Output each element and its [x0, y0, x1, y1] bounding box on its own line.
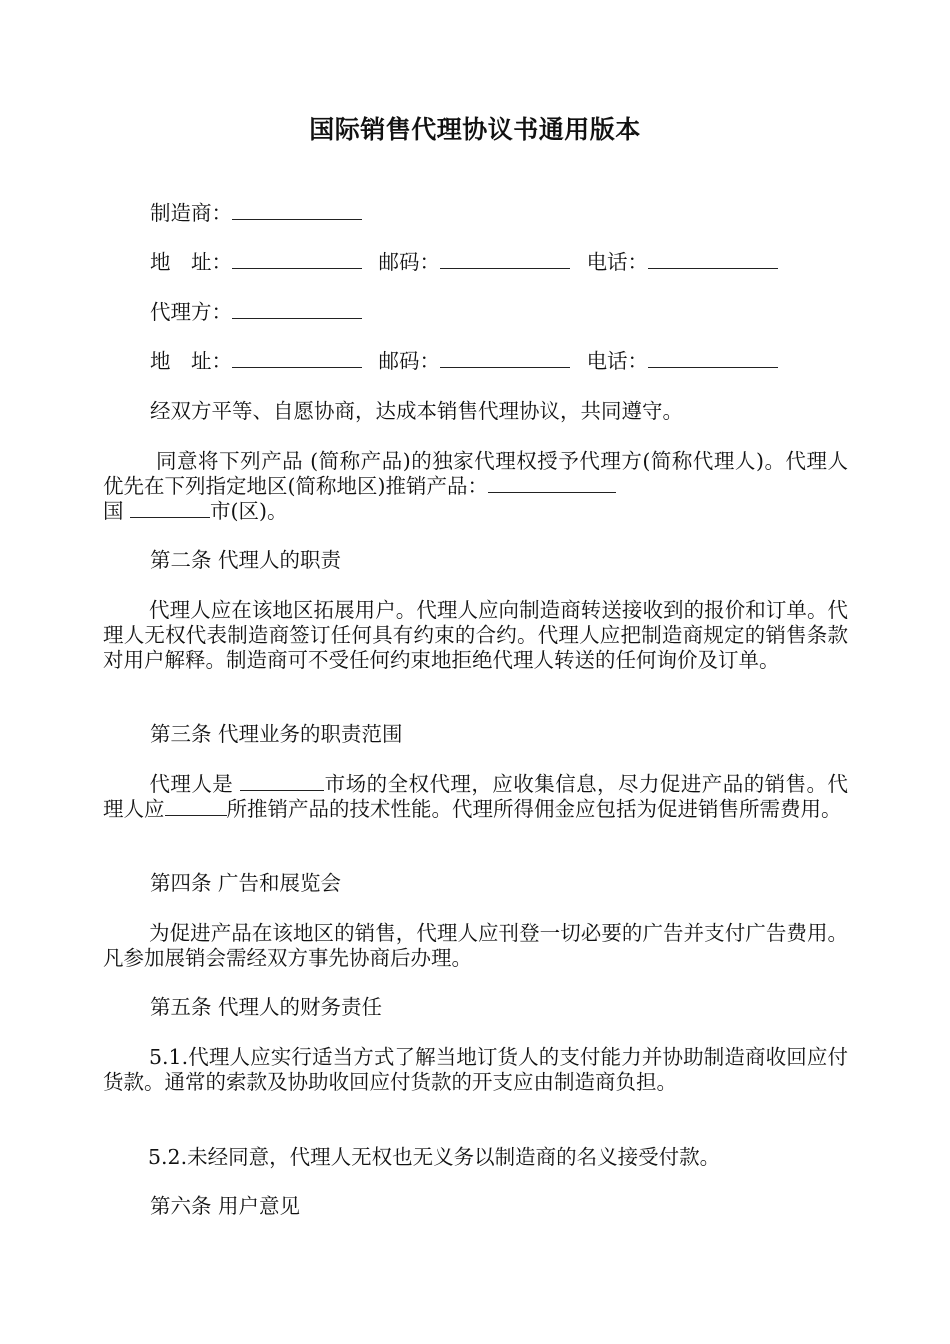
- manufacturer-blank: [232, 201, 362, 220]
- manufacturer-address-line: [150, 250, 778, 275]
- postcode-blank: [440, 349, 570, 368]
- clause-1-paragraph: [103, 449, 848, 524]
- preamble: 经双方平等、自愿协商，达成本销售代理协议，共同遵守。: [150, 399, 683, 423]
- clause-1-city: 市(区)。: [210, 499, 288, 523]
- city-blank: [130, 499, 210, 518]
- address-blank: [232, 250, 362, 269]
- phone-label: 电话：: [586, 250, 649, 274]
- postcode-label: 邮码：: [378, 349, 441, 373]
- duty-blank: [165, 797, 227, 816]
- agent-address-line: [150, 349, 778, 374]
- article-5-heading: 第五条 代理人的财务责任: [150, 995, 383, 1019]
- article-3-text-a: 代理人是: [149, 772, 241, 796]
- address-label: 地 址：: [150, 250, 232, 274]
- article-5-2: 5.2.未经同意，代理人无权也无义务以制造商的名义接受付款。: [148, 1145, 721, 1169]
- postcode-blank: [440, 250, 570, 269]
- manufacturer-line: [150, 201, 362, 226]
- article-4-body: [103, 921, 848, 971]
- agent-line: [150, 300, 362, 325]
- article-3-text-c: 所推销产品的技术性能。代理所得佣金应包括为促进销售所需费用。: [226, 797, 842, 821]
- phone-blank: [648, 250, 778, 269]
- address-label: 地 址：: [150, 349, 232, 373]
- agent-label: 代理方：: [150, 300, 232, 324]
- phone-label: 电话：: [586, 349, 649, 373]
- article-3-body: [103, 772, 848, 822]
- clause-1-text: 同意将下列产品 (简称产品)的独家代理权授予代理方(简称代理人)。代理人优先在下列指定地区(简称地区)推销产品：: [103, 449, 848, 498]
- article-2-heading: 第二条 代理人的职责: [150, 548, 342, 572]
- article-5-1: [103, 1045, 848, 1095]
- document-title: 国际销售代理协议书通用版本: [309, 115, 641, 144]
- manufacturer-label: 制造商：: [150, 201, 232, 225]
- article-4-heading: 第四条 广告和展览会: [150, 871, 342, 895]
- article-5-1-text: 5.1.代理人应实行适当方式了解当地订货人的支付能力并协助制造商收回应付货款。通常的索款及协助收回应付货款的开支应由制造商负担。: [103, 1045, 848, 1094]
- address-blank: [232, 349, 362, 368]
- postcode-label: 邮码：: [378, 250, 441, 274]
- article-2-body: [103, 598, 848, 673]
- article-6-heading: 第六条 用户意见: [150, 1194, 301, 1218]
- phone-blank: [648, 349, 778, 368]
- agent-blank: [232, 300, 362, 319]
- region-blank: [488, 474, 616, 493]
- article-2-text: 代理人应在该地区拓展用户。代理人应向制造商转送接收到的报价和订单。代理人无权代表制造商签订任何具有约束的合约。代理人应把制造商规定的销售条款对用户解释。制造商可不受任何约束地拒绝代理人转送的任何询价及订单。: [103, 598, 848, 672]
- market-blank: [240, 772, 324, 791]
- article-4-text: 为促进产品在该地区的销售，代理人应刊登一切必要的广告并支付广告费用。凡参加展销会需经双方事先协商后办理。: [103, 921, 848, 970]
- clause-1-country: 国: [103, 499, 131, 523]
- article-3-heading: 第三条 代理业务的职责范围: [150, 722, 403, 746]
- article-3-text-b: 市场的全权代理，应收集信息，尽力促进产品的销售。代理人应: [103, 772, 848, 821]
